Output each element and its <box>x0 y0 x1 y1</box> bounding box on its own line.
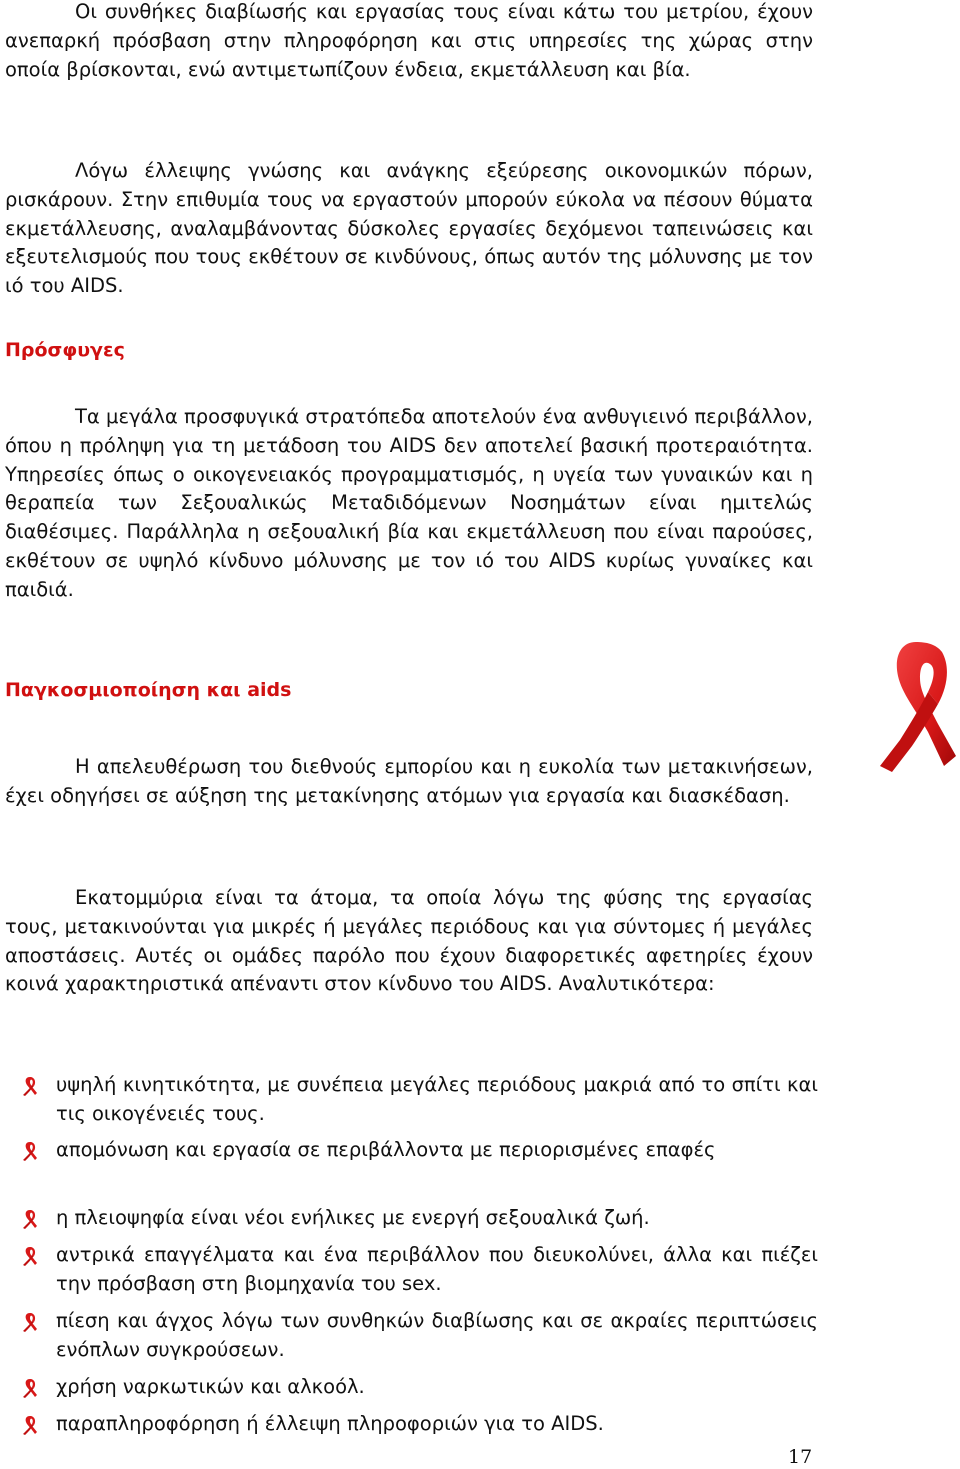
list-item <box>22 1241 818 1299</box>
bullet-text: η πλειοψηφία είναι νέοι ενήλικες με ενεργή σεξουαλικά ζωή. <box>56 1206 650 1229</box>
heading-refugees: Πρόσφυγες <box>5 339 125 361</box>
list-item <box>22 1373 818 1402</box>
list-item <box>22 1410 818 1439</box>
page-number: 17 <box>788 1446 813 1468</box>
red-ribbon-icon <box>22 1378 38 1398</box>
list-item <box>22 1071 818 1129</box>
list-item <box>22 1307 818 1365</box>
red-ribbon-icon <box>876 636 958 772</box>
red-ribbon-icon <box>22 1415 38 1435</box>
bullet-text: παραπληροφόρηση ή έλλειψη πληροφοριών για το AIDS. <box>56 1412 604 1435</box>
bullet-text: απομόνωση και εργασία σε περιβάλλοντα με περιορισμένες επαφές <box>56 1138 716 1161</box>
red-ribbon-icon <box>22 1209 38 1229</box>
heading-globalization: Παγκοσμιοποίηση και aids <box>5 679 292 701</box>
red-ribbon-icon <box>22 1312 38 1332</box>
bullet-text: πίεση και άγχος λόγω των συνθηκών διαβίωσης και σε ακραίες περιπτώσεις ενόπλων συγκρούσεων. <box>56 1309 818 1361</box>
bullet-text: αντρικά επαγγέλματα και ένα περιβάλλον που διευκολύνει, άλλα και πιέζει την πρόσβαση στη βιομηχανία του sex. <box>56 1243 818 1295</box>
list-item <box>22 1204 818 1233</box>
paragraph-mobile-workers: Εκατομμύρια είναι τα άτομα, τα οποία λόγω της φύσης της εργασίας τους, μετακινούνται για μικρές ή μεγάλες περιόδους και για σύντομες ή μεγάλες αποστάσεις. Αυτές οι ομάδες παρόλο που έχουν διαφορετικές αφετηρίες έχουν κοινά χαρακτηριστικά απέναντι στον κίνδυνο του AIDS. Αναλυτικότερα: <box>5 886 813 996</box>
paragraph-living-conditions: Οι συνθήκες διαβίωσής και εργασίας τους είναι κάτω του μετρίου, έχουν ανεπαρκή πρόσβαση στην πληροφόρηση και στις υπηρεσίες της χώρας στην οποία βρίσκονται, ενώ αντιμετωπίζουν ένδεια, εκμετάλλευση και βία. <box>5 0 813 81</box>
paragraph-refugee-camps: Τα μεγάλα προσφυγικά στρατόπεδα αποτελούν ένα ανθυγιεινό περιβάλλον, όπου η πρόληψη για τη μετάδοση του AIDS δεν αποτελεί βασική προτεραιότητα. Υπηρεσίες όπως ο οικογενειακός προγραμματισμός, η υγεία των γυναικών και η θεραπεία των Σεξουαλικώς Μεταδιδόμενων Νοσημάτων είναι ημιτελώς διαθέσιμες. Παράλληλα η σεξουαλική βία και εκμετάλλευση που είναι παρούσες, εκθέτουν σε υψηλό κίνδυνο μόλυνσης με τον ιό του AIDS κυρίως γυναίκες και παιδιά. <box>5 405 813 601</box>
bullet-text: χρήση ναρκωτικών και αλκοόλ. <box>56 1375 365 1398</box>
red-ribbon-icon <box>22 1246 38 1266</box>
list-item <box>22 1136 818 1165</box>
bullet-text: υψηλή κινητικότητα, με συνέπεια μεγάλες περιόδους μακριά από το σπίτι και τις οικογένειές τους. <box>56 1073 818 1125</box>
red-ribbon-icon <box>22 1141 38 1161</box>
red-ribbon-icon <box>22 1076 38 1096</box>
paragraph-economic-risk: Λόγω έλλειψης γνώσης και ανάγκης εξεύρεσης οικονομικών πόρων, ρισκάρουν. Στην επιθυμία τους να εργαστούν μπορούν εύκολα να πέσουν θύματα εκμετάλλευσης, αναλαμβάνοντας δύσκολες εργασίες δεχόμενοι ταπεινώσεις και εξευτελισμούς που τους εκθέτουν σε κινδύνους, όπως αυτόν της μόλυνσης με τον ιό του AIDS. <box>5 159 813 298</box>
paragraph-trade-mobility: Η απελευθέρωση του διεθνούς εμπορίου και η ευκολία των μετακινήσεων, έχει οδηγήσει σε αύξηση της μετακίνησης ατόμων για εργασία και διασκέδαση. <box>5 755 813 807</box>
